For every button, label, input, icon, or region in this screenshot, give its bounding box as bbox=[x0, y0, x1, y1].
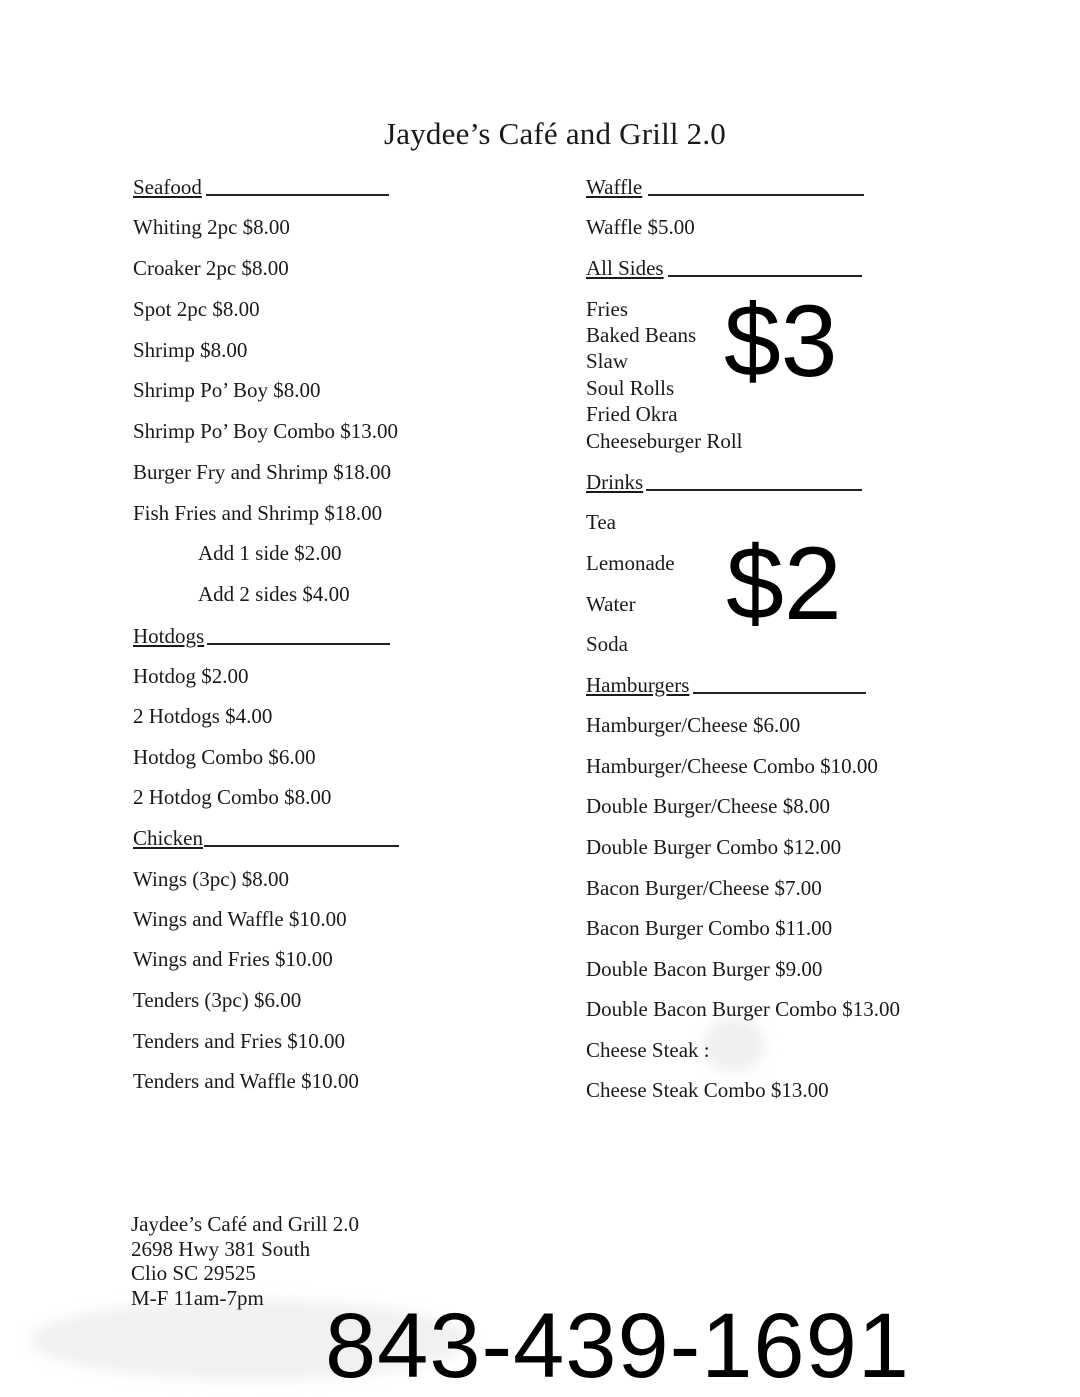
right-menu-item: Baked Beans bbox=[586, 323, 697, 347]
right-menu-item: Cheeseburger Roll bbox=[586, 429, 743, 453]
section-underline-rule bbox=[648, 194, 864, 196]
left-menu-item: Shrimp $8.00 bbox=[133, 338, 248, 362]
section-underline-rule bbox=[668, 275, 862, 277]
left-menu-item: Wings (3pc) $8.00 bbox=[133, 867, 290, 891]
right-menu-item: Fried Okra bbox=[586, 402, 678, 426]
right-menu-item: Bacon Burger Combo $11.00 bbox=[586, 916, 833, 940]
right-menu-item: Lemonade bbox=[586, 551, 675, 575]
right-menu-item: Double Burger Combo $12.00 bbox=[586, 835, 842, 859]
left-section-header: Hotdogs bbox=[133, 624, 205, 648]
right-menu-item: Bacon Burger/Cheese $7.00 bbox=[586, 876, 822, 900]
right-section-header: All Sides bbox=[586, 256, 664, 280]
right-menu-item: Fries bbox=[586, 297, 628, 321]
drinks-price: $2 bbox=[726, 526, 842, 642]
section-underline-rule bbox=[693, 692, 866, 694]
left-menu-item: Shrimp Po’ Boy $8.00 bbox=[133, 378, 321, 402]
section-underline-rule bbox=[204, 845, 399, 847]
left-menu-item: Add 2 sides $4.00 bbox=[198, 582, 350, 606]
left-menu-item: Croaker 2pc $8.00 bbox=[133, 256, 289, 280]
left-menu-item: Wings and Fries $10.00 bbox=[133, 947, 333, 971]
right-menu-item: Cheese Steak : bbox=[586, 1038, 710, 1062]
left-menu-item: Tenders (3pc) $6.00 bbox=[133, 988, 302, 1012]
left-menu-item: Fish Fries and Shrimp $18.00 bbox=[133, 501, 383, 525]
left-menu-item: Whiting 2pc $8.00 bbox=[133, 215, 290, 239]
left-menu-item: Tenders and Waffle $10.00 bbox=[133, 1069, 359, 1093]
right-menu-item: Double Bacon Burger $9.00 bbox=[586, 957, 823, 981]
left-menu-item: 2 Hotdogs $4.00 bbox=[133, 704, 273, 728]
right-menu-item: Soda bbox=[586, 632, 628, 656]
footer-address: 2698 Hwy 381 South bbox=[131, 1236, 311, 1261]
right-menu-item: Double Bacon Burger Combo $13.00 bbox=[586, 997, 900, 1021]
right-menu-item: Double Burger/Cheese $8.00 bbox=[586, 794, 830, 818]
blur-smudge-right bbox=[703, 1018, 765, 1072]
sides-price: $3 bbox=[724, 284, 838, 398]
right-menu-item: Soul Rolls bbox=[586, 376, 675, 400]
phone-number: 843-439-1691 bbox=[325, 1295, 910, 1397]
left-menu-item: Add 1 side $2.00 bbox=[198, 541, 342, 565]
right-menu-item: Hamburger/Cheese $6.00 bbox=[586, 713, 801, 737]
left-menu-item: Wings and Waffle $10.00 bbox=[133, 907, 347, 931]
section-underline-rule bbox=[646, 489, 862, 491]
left-menu-item: Tenders and Fries $10.00 bbox=[133, 1029, 345, 1053]
menu-title: Jaydee’s Café and Grill 2.0 bbox=[384, 116, 726, 151]
right-section-header: Drinks bbox=[586, 470, 644, 494]
right-menu-item: Hamburger/Cheese Combo $10.00 bbox=[586, 754, 878, 778]
right-menu-item: Waffle $5.00 bbox=[586, 215, 695, 239]
left-section-header: Seafood bbox=[133, 175, 202, 199]
left-menu-item: Burger Fry and Shrimp $18.00 bbox=[133, 460, 392, 484]
section-underline-rule bbox=[207, 643, 390, 645]
footer-name: Jaydee’s Café and Grill 2.0 bbox=[131, 1212, 360, 1236]
left-section-header: Chicken bbox=[133, 826, 203, 850]
left-menu-item: 2 Hotdog Combo $8.00 bbox=[133, 785, 332, 809]
right-menu-item: Slaw bbox=[586, 349, 628, 373]
right-section-header: Hamburgers bbox=[586, 673, 690, 697]
left-menu-item: Shrimp Po’ Boy Combo $13.00 bbox=[133, 419, 399, 443]
right-menu-item: Tea bbox=[586, 510, 617, 534]
section-underline-rule bbox=[206, 194, 389, 196]
left-menu-item: Hotdog $2.00 bbox=[133, 664, 249, 688]
right-menu-item: Cheese Steak Combo $13.00 bbox=[586, 1078, 829, 1102]
right-menu-item: Water bbox=[586, 592, 636, 616]
footer-city: Clio SC 29525 bbox=[131, 1261, 256, 1285]
left-menu-item: Spot 2pc $8.00 bbox=[133, 297, 260, 321]
footer-hours: M-F 11am-7pm bbox=[131, 1285, 264, 1310]
left-menu-item: Hotdog Combo $6.00 bbox=[133, 745, 316, 769]
right-section-header: Waffle bbox=[586, 175, 643, 199]
